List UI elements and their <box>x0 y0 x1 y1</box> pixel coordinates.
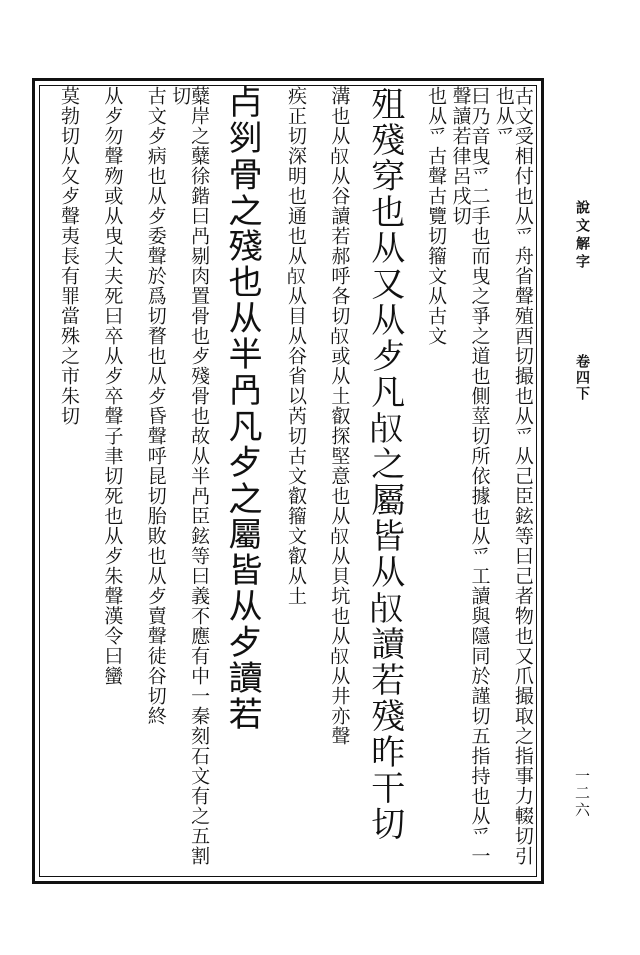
text-columns <box>40 86 536 876</box>
text-column-5: 溝也从𣦻从谷讀若郝呼各切𣦻或从土叡探堅意也从𣦻从貝坑也从𣦻从井亦聲 <box>328 86 351 746</box>
text-column-6: 疾正切深明也通也从𣦻从目从谷省以芮切古文叡籀文叡从土 <box>284 86 307 606</box>
text-column-4: 殂殘穿也从又从歺凡𣦻之屬皆从𣦻讀若殘昨干切 <box>364 86 405 842</box>
text-column-11: 莫勃切从夂歺聲夷長有罪當殊之市朱切 <box>58 86 80 426</box>
text-column-7: 𣦵𠛱骨之殘也从半冎凡歺之屬皆从歺讀若 <box>224 86 265 734</box>
page-number: 一二六 <box>573 768 591 819</box>
book-title: 說文解字 <box>574 200 590 272</box>
text-column-8: 糵岸之糵徐鍇曰冎剔肉置骨也歺殘骨也故从半冎臣鉉等曰義不應有中一秦刻石文有之五割切 <box>169 86 211 866</box>
volume-label: 卷四下 <box>574 354 590 402</box>
text-column-3: 也从爫古聲古覽切籀文从古文 <box>425 86 448 346</box>
text-column-9: 古文歺病也从歺委聲於爲切瞀也从歺昏聲呼昆切胎敗也从歺賣聲徒谷切終 <box>144 86 167 726</box>
text-column-2: 曰乃音曳爫二手也而曳之爭之道也側莖切所依據也从爫工讀與隱同於謹切五指持也从爫一聲讀若律呂戌切 <box>449 86 491 866</box>
text-column-10: 从歺勿聲歾或从曳大夫死曰卒从歺卒聲子聿切死也从歺朱聲漢令曰蠻 <box>101 86 124 686</box>
text-column-1: 古文受相付也从爫舟省聲殖酉切撮也从爫从己臣鉉等曰己者物也又爪撮取之指事力輟切引也从爫 <box>492 86 534 866</box>
